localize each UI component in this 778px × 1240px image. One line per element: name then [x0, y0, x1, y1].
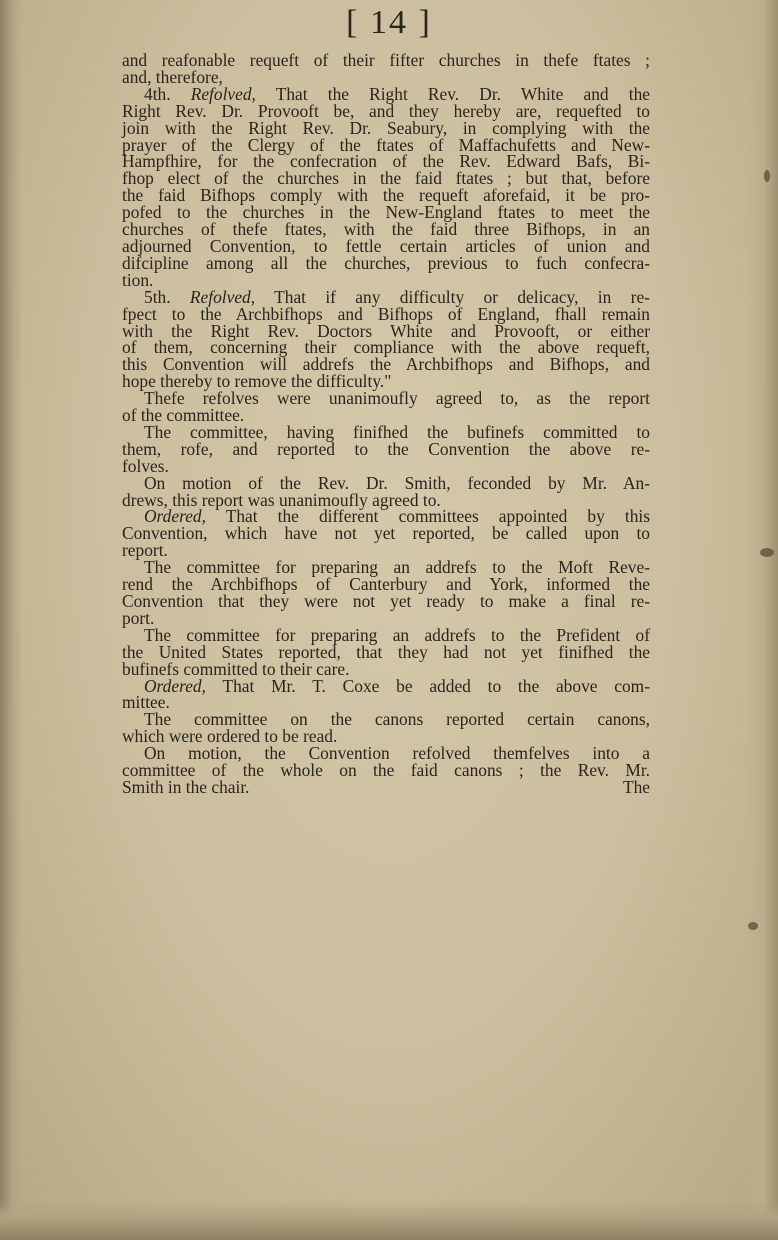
text-line: On motion, the Convention refolved themfelves into a [144, 743, 650, 764]
text-line: of the committee. [122, 405, 245, 426]
text-line: Convention that they were not yet ready to make a final re- [122, 591, 650, 611]
text-line: prayer of the Clergy of the ftates of Maffachufetts and New- [122, 134, 650, 155]
text-line: difcipline among all the churches, previous to fuch confecra- [122, 252, 650, 273]
text-line: The committee for preparing an addrefs to the Prefident of [144, 624, 650, 645]
resolution-number: 5th. [144, 286, 171, 307]
text-line: pofed to the churches in the New-England ftates to meet the [122, 202, 650, 223]
text-line: of them, concerning their compliance with the above requeft, [122, 337, 650, 358]
page-number: [ 14 ] [346, 4, 432, 41]
text-line: Right Rev. Dr. Provooft be, and they hereby are, requefted to [122, 100, 650, 121]
text-line: bufinefs committed to their care. [122, 658, 350, 679]
text-line: Hampfhire, for the confecration of the Rev. Edward Bafs, Bi- [122, 151, 650, 172]
text-line: and reafonable requeft of their fifter churches in thefe ftates ; [122, 50, 650, 70]
text-line: tion. [122, 269, 154, 290]
ordered-label: Ordered, [144, 506, 206, 527]
text-line: join with the Right Rev. Dr. Seabury, in complying with the [122, 117, 650, 138]
text-line-content: That Mr. T. Coxe be added to the above com- [222, 675, 650, 696]
text-line: fhop elect of the churches in the faid ftates ; but that, before [122, 168, 650, 189]
text-line: and, therefore, [122, 66, 223, 87]
text-line [122, 675, 650, 696]
text-line: The committee, having finifhed the bufinefs committed to [144, 421, 650, 442]
catchword: The [622, 776, 650, 797]
text-line-content: That the different committees appointed by this [225, 506, 650, 527]
resolved-label: Refolved, [189, 286, 256, 307]
text-line: the United States reported, that they had not yet finifhed the [122, 641, 650, 662]
text-line: report. [122, 540, 168, 561]
text-line: committee of the whole on the faid canons ; the Rev. Mr. [122, 760, 650, 781]
text-line: folves. [122, 455, 169, 476]
page-left-edge [0, 0, 22, 1240]
ordered-label: Ordered, [144, 675, 206, 696]
text-line: The committee on the canons reported certain canons, [144, 709, 650, 730]
text-line: Thefe refolves were unanimoufly agreed to, as the report [144, 388, 650, 409]
ink-blot [748, 922, 758, 930]
text-line: Convention, which have not yet reported, be called upon to [122, 523, 650, 544]
text-line: churches of thefe ftates, with the faid three Bifhops, in an [122, 219, 650, 240]
text-line: drews, this report was unanimoufly agreed to. [122, 489, 441, 510]
text-line: adjourned Convention, to fettle certain articles of union and [122, 235, 650, 256]
text-line [122, 776, 650, 797]
resolution-number: 4th. [144, 83, 171, 104]
text-line: the faid Bifhops comply with the requeft aforefaid, it be pro- [122, 185, 650, 206]
text-line: rend the Archbifhops of Canterbury and York, informed the [122, 574, 650, 595]
text-line: port. [122, 607, 155, 628]
text-line: hope thereby to remove the difficulty." [122, 371, 392, 392]
text-line: them, rofe, and reported to the Convention the above re- [122, 438, 650, 459]
text-line-content: That the Right Rev. Dr. White and the [275, 83, 650, 104]
ink-blot [760, 548, 774, 557]
text-line: this Convention will addrefs the Archbifhops and Bifhops, and [122, 354, 650, 375]
ink-blot [764, 170, 770, 182]
text-line-content: Smith in the chair. [122, 776, 250, 797]
text-line: with the Right Rev. Doctors White and Provooft, or either [122, 320, 650, 341]
body-text [122, 52, 650, 796]
page-right-edge [748, 0, 778, 1240]
text-line: mittee. [122, 692, 170, 713]
text-line: fpect to the Archbifhops and Bifhops of England, fhall remain [122, 303, 650, 324]
text-line-content: That if any difficulty or delicacy, in re- [274, 286, 650, 307]
text-line: which were ordered to be read. [122, 726, 338, 747]
text-line: The committee for preparing an addrefs to the Moft Reve- [144, 557, 650, 578]
text-line: On motion of the Rev. Dr. Smith, feconded by Mr. An- [144, 472, 650, 493]
resolved-label: Refolved, [190, 83, 256, 104]
page-bottom-edge [0, 1200, 778, 1240]
